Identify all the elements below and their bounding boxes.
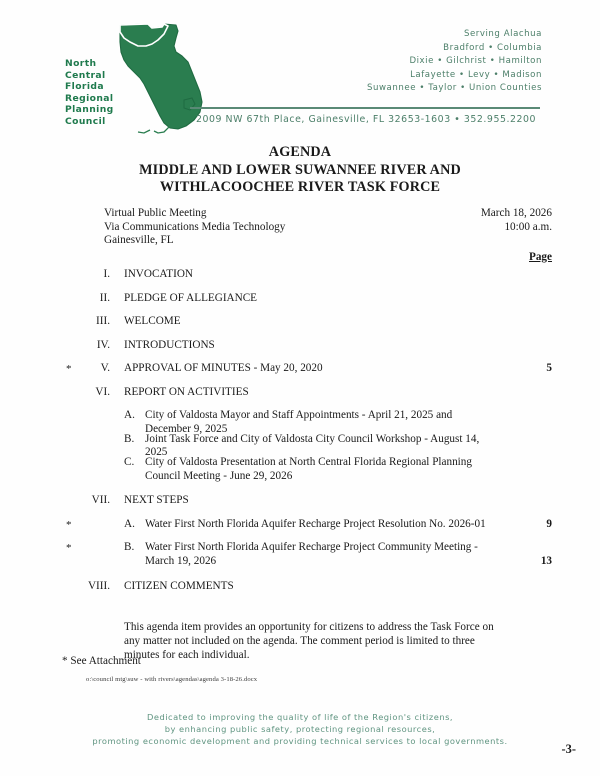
agenda-item-number: II. [99,291,110,304]
see-attachment-note: * See Attachment [62,655,141,667]
meeting-details [0,207,600,267]
agenda-item-number: IV. [96,338,110,351]
agenda-item-next-steps [0,494,600,508]
report-subitem-a [0,409,600,435]
agenda-item-welcome [0,315,600,329]
subitem-page: 13 [540,555,552,567]
page-title [0,144,600,197]
served-counties-list [242,28,542,96]
subitem-letter: B. [124,541,135,553]
meeting-datetime-block [481,207,552,234]
logo-word-line: North [65,58,97,69]
meeting-medium: Via Communications Media Technology [104,220,286,233]
logo-word-line: Council [65,115,106,127]
counties-line: Serving Alachua [463,29,542,39]
agenda-item-label: NEXT STEPS [124,494,189,506]
footer-line: promoting economic development and providing technical services to local governments. [92,735,508,746]
agenda-item-label: INVOCATION [124,268,193,280]
page-number: -3- [561,742,576,756]
subitem-label: City of Valdosta Mayor and Staff Appointments - April 21, 2025 and December 9, 2025 [145,409,453,435]
attachment-asterisk: * [66,363,72,375]
subitem-letter: A. [124,517,135,530]
agenda-item-label: WELCOME [124,315,181,327]
meeting-type: Virtual Public Meeting [104,207,207,219]
meeting-location-block [104,207,285,248]
counties-line: Bradford • Columbia [443,42,542,53]
logo-word-line: Central [65,69,106,81]
agenda-item-label: APPROVAL OF MINUTES - May 20, 2020 [124,362,323,374]
agenda-item-page: 5 [546,362,552,374]
agenda-item-label: REPORT ON ACTIVITIES [124,385,249,398]
agenda-item-number: VI. [95,385,110,398]
agenda-item-invocation [0,268,600,282]
meeting-date: March 18, 2026 [480,207,552,219]
subitem-label: Water First North Florida Aquifer Recharge Project Resolution No. 2026-01 [145,517,486,530]
report-subitem-b [0,432,600,459]
letterhead-divider [190,107,540,109]
subitem-letter: C. [124,456,135,468]
next-steps-subitem-a [0,518,600,532]
attachment-asterisk: * [66,542,72,554]
citizen-comments-body: This agenda item provides an opportunity for citizens to address the Task Force on any matter not included on the agenda. The comment period is limited to three minutes for each individual. [124,621,494,661]
subitem-page: 9 [546,517,552,530]
subitem-letter: A. [124,409,135,421]
logo-word-line: Planning [65,104,114,116]
logo-word-line: Florida [65,81,104,93]
counties-line: Suwannee • Taylor • Union Counties [366,83,542,94]
attachment-asterisk: * [66,518,72,531]
office-address: 2009 NW 67th Place, Gainesville, FL 32653-1603 • 352.955.2200 [195,114,537,125]
logo-wordmark [65,58,127,128]
report-subitem-c [0,456,600,484]
agenda-item-number: I. [103,268,110,280]
next-steps-subitem-b [0,541,600,569]
agenda-item-label: INTRODUCTIONS [124,338,215,351]
counties-line: Dixie • Gilchrist • Hamilton [409,56,542,67]
subitem-label: Joint Task Force and City of Valdosta City Council Workshop - August 14, 2025 [145,432,480,459]
page-column-header: Page [529,251,552,263]
agenda-item-citizen-comments [0,580,600,594]
title-line-body-2: WITHLACOOCHEE RIVER TASK FORCE [159,179,441,196]
agenda-item-number: III. [96,315,110,327]
title-line-agenda: AGENDA [268,144,332,160]
subitem-label: Water First North Florida Aquifer Recharge Project Community Meeting - March 19, 2026 [145,541,478,567]
meeting-time: 10:00 a.m. [504,220,552,233]
footer-line: by enhancing public safety, protecting regional resources, [164,723,436,734]
title-line-body-1: MIDDLE AND LOWER SUWANNEE RIVER AND [139,161,461,178]
agenda-item-introductions [0,339,600,353]
agenda-item-pledge [0,292,600,306]
source-file-path: o:\council mtg\suw - with rivers\agendas\agenda 3-18-26.docx [86,676,258,683]
agenda-item-number: V. [100,362,110,374]
footer-line: Dedicated to improving the quality of life of the Region's citizens, [146,712,454,722]
meeting-city: Gainesville, FL [104,234,174,247]
agenda-list [0,268,600,604]
logo-word-line: Regional [65,92,114,104]
subitem-letter: B. [124,432,135,445]
agenda-item-label: CITIZEN COMMENTS [124,580,234,592]
agenda-item-label: PLEDGE OF ALLEGIANCE [124,291,257,304]
agenda-item-number: VIII. [87,580,110,592]
letterhead [0,0,600,140]
subitem-label: City of Valdosta Presentation at North Central Florida Regional Planning Council Meeting - June 29, 2026 [145,456,472,482]
agenda-item-number: VII. [91,494,110,506]
counties-line: Lafayette • Levy • Madison [410,69,542,80]
footer-tagline [0,712,600,747]
agenda-item-approval-of-minutes [0,362,600,376]
agenda-item-report-on-activities [0,386,600,400]
